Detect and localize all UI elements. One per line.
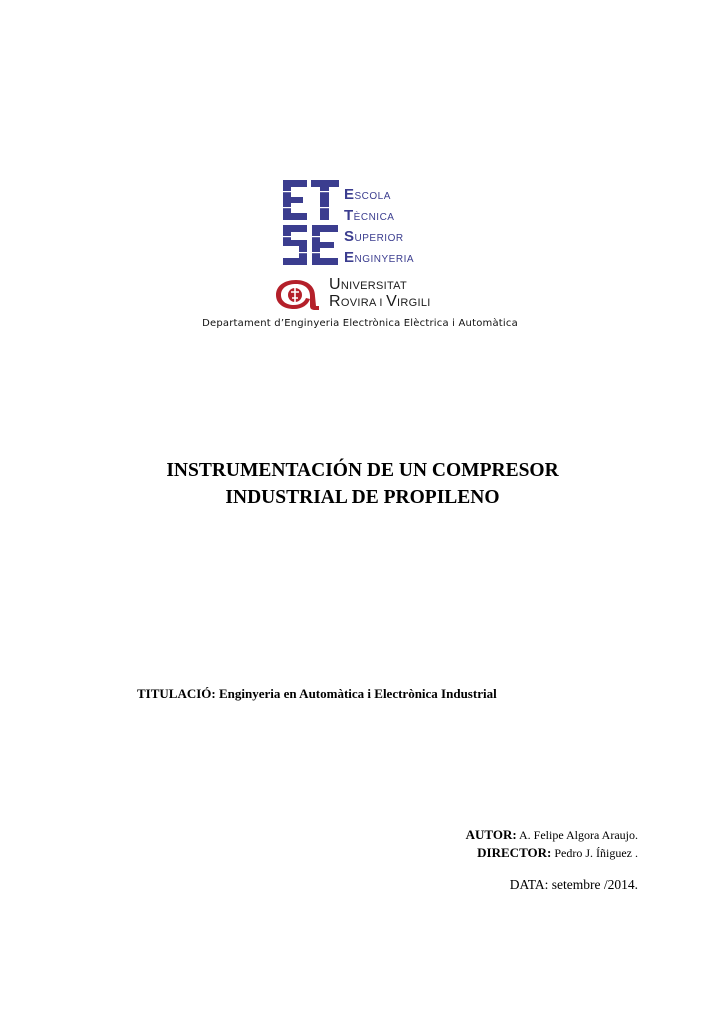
degree-line — [137, 686, 497, 702]
staff-block — [466, 826, 638, 862]
department-name: Departament d’Enginyeria Electrònica Elèctrica i Automàtica — [202, 318, 518, 329]
author-value: A. Felipe Algora Araujo. — [519, 828, 638, 842]
director-value: Pedro J. Íñiguez . — [554, 846, 638, 860]
author-label: AUTOR: — [465, 827, 517, 842]
degree-value: Enginyeria en Automàtica i Electrònica Industrial — [219, 686, 497, 701]
etse-word-enginyeria: ENGINYERIA — [344, 249, 415, 266]
director-label: DIRECTOR: — [477, 845, 552, 860]
urv-seal-icon — [272, 276, 322, 312]
title-line-1: INSTRUMENTACIÓN DE UN COMPRESOR — [166, 460, 559, 481]
degree-label: TITULACIÓ: — [137, 686, 216, 701]
etse-logo-mark-icon — [282, 178, 340, 268]
urv-logo — [272, 274, 462, 314]
etse-logo — [282, 178, 462, 270]
etse-word-superior: SUPERIOR — [344, 228, 404, 245]
etse-word-escola: ESCOLA — [344, 186, 391, 203]
title-line-2: INDUSTRIAL DE PROPILENO — [225, 487, 500, 508]
director-line — [466, 844, 638, 862]
urv-word-rovira-virgili: ROVIRA I VIRGILI — [329, 293, 431, 310]
urv-word-universitat: UNIVERSITAT — [329, 276, 408, 293]
document-title — [90, 457, 635, 511]
etse-word-tecnica: TÈCNICA — [344, 207, 395, 224]
date-line: DATA: setembre /2014. — [509, 877, 638, 892]
author-line — [466, 826, 638, 844]
